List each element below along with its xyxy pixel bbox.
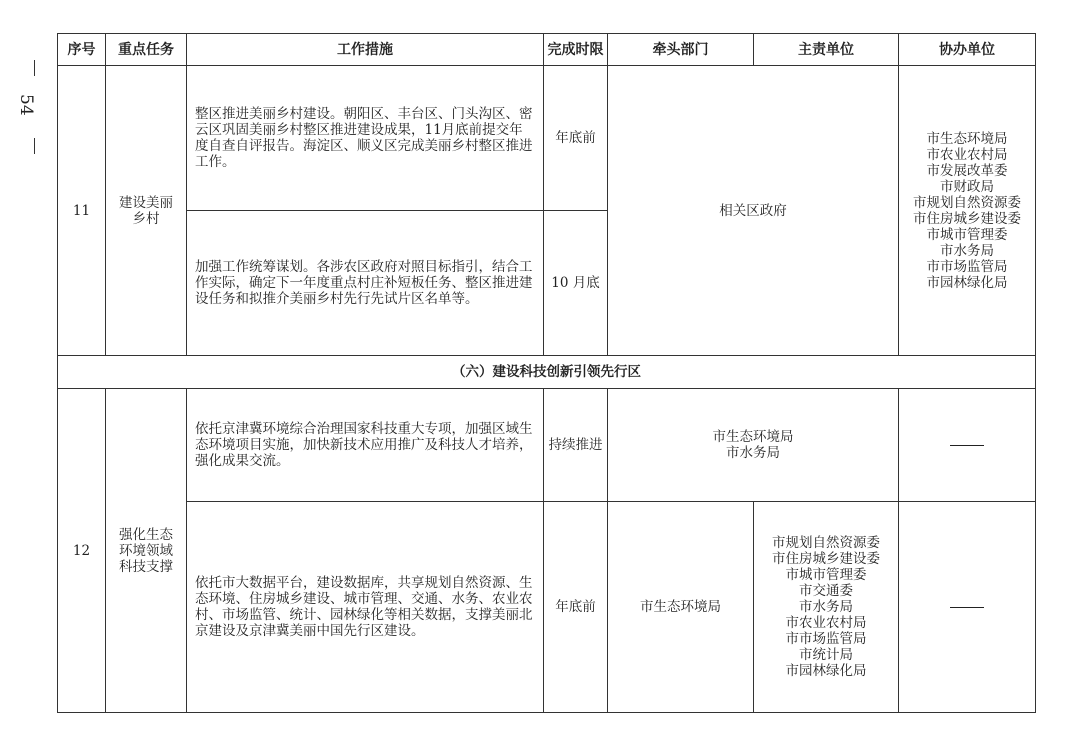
header-deadline: 完成时限 bbox=[544, 34, 608, 66]
row12-measure-a: 依托京津冀环境综合治理国家科技重大专项，加强区域生态环境项目实施，加快新技术应用推广及科技人才培养，强化成果交流。 bbox=[187, 389, 544, 502]
list-item: 市统计局 bbox=[799, 647, 853, 663]
list-item: 市规划自然资源委 bbox=[772, 535, 880, 551]
page-number-dash-bottom bbox=[34, 138, 35, 154]
list-item: 市农业农村局 bbox=[926, 146, 1008, 163]
list-item: 市园林绿化局 bbox=[926, 274, 1008, 291]
empty-dash bbox=[950, 445, 984, 446]
row12-lead-a bbox=[608, 389, 899, 502]
list-item: 市规划自然资源委 bbox=[913, 194, 1021, 211]
page-number-dash-top bbox=[34, 60, 35, 76]
row12-deadline-a: 持续推进 bbox=[544, 389, 608, 502]
section-row bbox=[58, 356, 1036, 389]
list-item: 市住房城乡建设委 bbox=[772, 551, 880, 567]
header-lead-dept: 牵头部门 bbox=[608, 34, 754, 66]
header-seq: 序号 bbox=[58, 34, 106, 66]
table-row bbox=[58, 389, 1036, 502]
row12-lead-b: 市生态环境局 bbox=[608, 502, 754, 713]
header-responsible: 主责单位 bbox=[754, 34, 899, 66]
list-item: 市城市管理委 bbox=[926, 226, 1008, 243]
row11-deadline-b: 10 月底 bbox=[544, 211, 608, 356]
row11-deadline-a: 年底前 bbox=[544, 66, 608, 211]
row11-lead-dept: 相关区政府 bbox=[608, 66, 899, 356]
header-assist: 协办单位 bbox=[899, 34, 1036, 66]
header-measure: 工作措施 bbox=[187, 34, 544, 66]
list-item: 市园林绿化局 bbox=[785, 663, 867, 679]
row11-task: 建设美丽乡村 bbox=[106, 66, 187, 356]
page-number: 54 bbox=[16, 94, 36, 116]
list-item: 市城市管理委 bbox=[785, 567, 867, 583]
list-item: 市交通委 bbox=[799, 583, 853, 599]
list-item: 市农业农村局 bbox=[785, 615, 867, 631]
row12-assist-b bbox=[899, 502, 1036, 713]
list-item: 市水务局 bbox=[726, 445, 780, 461]
row12-measure-b: 依托市大数据平台，建设数据库，共享规划自然资源、生态环境、住房城乡建设、城市管理、交通、水务、农业农村、市场监管、统计、园林绿化等相关数据，支撑美丽北京建设及京津冀美丽中国先行区建设。 bbox=[187, 502, 544, 713]
list-item: 市市场监管局 bbox=[926, 258, 1008, 275]
table-row bbox=[58, 502, 1036, 713]
section-title: （六）建设科技创新引领先行区 bbox=[58, 356, 1036, 389]
table-row bbox=[58, 66, 1036, 211]
list-item: 市发展改革委 bbox=[926, 162, 1008, 179]
page-number-marker bbox=[12, 60, 36, 160]
list-item: 市水务局 bbox=[799, 599, 853, 615]
empty-dash bbox=[950, 607, 984, 608]
row11-measure-a: 整区推进美丽乡村建设。朝阳区、丰台区、门头沟区、密云区巩固美丽乡村整区推进建设成果，11月底前提交年度自查自评报告。海淀区、顺义区完成美丽乡村整区推进工作。 bbox=[187, 66, 544, 211]
row12-deadline-b: 年底前 bbox=[544, 502, 608, 713]
row12-seq: 12 bbox=[58, 389, 106, 713]
list-item: 市住房城乡建设委 bbox=[913, 210, 1021, 227]
list-item: 市市场监管局 bbox=[785, 631, 867, 647]
row11-measure-b: 加强工作统筹谋划。各涉农区政府对照目标指引，结合工作实际，确定下一年度重点村庄补短板任务、整区推进建设任务和拟推介美丽乡村先行先试片区名单等。 bbox=[187, 211, 544, 356]
list-item: 市财政局 bbox=[940, 178, 994, 195]
row12-responsible-list bbox=[754, 502, 899, 713]
row11-assist-list bbox=[899, 66, 1036, 356]
table-header-row bbox=[58, 34, 1036, 66]
task-table bbox=[57, 33, 1036, 713]
row11-seq: 11 bbox=[58, 66, 106, 356]
header-task: 重点任务 bbox=[106, 34, 187, 66]
list-item: 市生态环境局 bbox=[712, 429, 794, 445]
row12-assist-a bbox=[899, 389, 1036, 502]
row12-task: 强化生态环境领域科技支撑 bbox=[106, 389, 187, 713]
list-item: 市生态环境局 bbox=[926, 130, 1008, 147]
list-item: 市水务局 bbox=[940, 242, 994, 259]
